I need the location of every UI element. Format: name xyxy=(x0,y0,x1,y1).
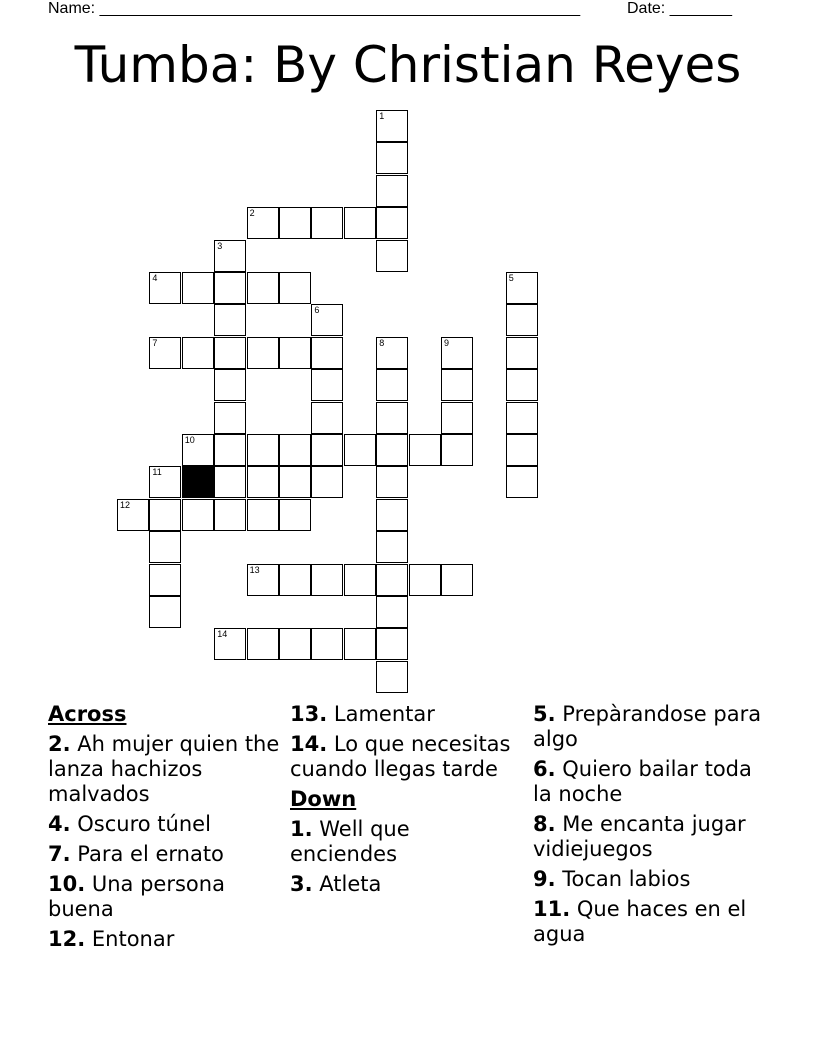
clue-number-label: 2 xyxy=(249,208,255,219)
grid-cell[interactable] xyxy=(506,272,538,304)
clue-number-label: 14 xyxy=(217,629,228,640)
clue-number: 12. xyxy=(48,927,86,951)
grid-cell[interactable] xyxy=(182,337,214,369)
grid-cell[interactable] xyxy=(149,337,181,369)
grid-cell[interactable] xyxy=(247,628,279,660)
grid-cell[interactable] xyxy=(344,628,376,660)
grid-cell[interactable] xyxy=(279,628,311,660)
grid-cell[interactable] xyxy=(506,402,538,434)
clue-text: Lo que necesitas cuando llegas tarde xyxy=(290,732,511,781)
clue-number-label: 3 xyxy=(217,240,223,251)
clue-number: 13. xyxy=(290,702,328,726)
grid-cell[interactable] xyxy=(376,564,408,596)
clue-item xyxy=(48,927,280,952)
grid-cell[interactable] xyxy=(149,564,181,596)
grid-cell[interactable] xyxy=(441,434,473,466)
grid-cell[interactable] xyxy=(279,499,311,531)
grid-cell[interactable] xyxy=(376,240,408,272)
grid-cell[interactable] xyxy=(214,628,246,660)
grid-cell[interactable] xyxy=(376,499,408,531)
grid-cell[interactable] xyxy=(409,434,441,466)
clue-number-label: 1 xyxy=(379,111,385,121)
clue-text: Atleta xyxy=(312,872,382,896)
grid-cell[interactable] xyxy=(409,564,441,596)
clue-number: 3. xyxy=(290,872,313,896)
grid-cell[interactable] xyxy=(376,466,408,498)
grid-cell[interactable] xyxy=(247,207,279,239)
date-blank-line[interactable]: _______ xyxy=(669,0,732,17)
clue-number-label: 11 xyxy=(152,467,162,478)
clue-number: 7. xyxy=(48,842,71,866)
clue-number: 8. xyxy=(533,812,556,836)
clue-number: 10. xyxy=(48,872,86,896)
clue-text: Oscuro túnel xyxy=(70,812,211,836)
grid-cell[interactable] xyxy=(376,207,408,239)
grid-cell[interactable] xyxy=(214,369,246,401)
clue-text: Para el ernato xyxy=(70,842,224,866)
clue-number-label: 9 xyxy=(444,337,450,348)
grid-cell[interactable] xyxy=(441,564,473,596)
grid-cell[interactable] xyxy=(214,466,246,498)
grid-cell[interactable] xyxy=(214,304,246,336)
grid-cell[interactable] xyxy=(279,272,311,304)
grid-cell[interactable] xyxy=(214,434,246,466)
grid-cell[interactable] xyxy=(506,434,538,466)
grid-cell[interactable] xyxy=(506,466,538,498)
grid-cell[interactable] xyxy=(247,272,279,304)
clue-number: 1. xyxy=(290,817,313,841)
clue-column-2 xyxy=(290,702,522,902)
grid-cell[interactable] xyxy=(311,337,343,369)
clue-heading-across: Across xyxy=(48,702,127,726)
clue-number-label: 8 xyxy=(379,337,385,348)
clue-heading-down: Down xyxy=(290,787,357,811)
clue-number-label: 12 xyxy=(120,499,131,510)
grid-block-cell xyxy=(182,466,214,498)
clue-number-label: 6 xyxy=(314,305,320,316)
date-label: Date: xyxy=(627,0,666,17)
grid-cell[interactable] xyxy=(214,240,246,272)
grid-cell[interactable] xyxy=(376,142,408,174)
grid-cell[interactable] xyxy=(376,661,408,693)
clue-number-label: 5 xyxy=(508,273,514,283)
clue-text: Entonar xyxy=(85,927,175,951)
grid-cell[interactable] xyxy=(149,531,181,563)
clue-text: Tocan labios xyxy=(555,867,691,891)
clue-number-label: 13 xyxy=(249,564,260,575)
grid-cell[interactable] xyxy=(344,207,376,239)
clue-text: Ah mujer quien the lanza hachizos malvados xyxy=(48,732,280,806)
clue-number: 11. xyxy=(533,897,571,921)
grid-cell[interactable] xyxy=(376,175,408,207)
grid-cell[interactable] xyxy=(247,434,279,466)
grid-cell[interactable] xyxy=(376,337,408,369)
clue-item xyxy=(290,872,522,897)
clue-number-label: 4 xyxy=(152,273,158,283)
clue-text: Prepàrandose para algo xyxy=(533,702,762,751)
grid-cell[interactable] xyxy=(441,337,473,369)
grid-cell[interactable] xyxy=(247,564,279,596)
clue-item xyxy=(48,812,280,837)
grid-cell[interactable] xyxy=(376,402,408,434)
clue-item xyxy=(48,732,280,807)
grid-cell[interactable] xyxy=(441,402,473,434)
grid-cell[interactable] xyxy=(376,531,408,563)
grid-cell[interactable] xyxy=(149,272,181,304)
clue-item xyxy=(290,702,522,727)
clue-item xyxy=(533,702,765,752)
grid-cell[interactable] xyxy=(247,337,279,369)
clue-number: 4. xyxy=(48,812,71,836)
grid-cell[interactable] xyxy=(182,272,214,304)
clue-column-1 xyxy=(48,702,280,957)
grid-cell[interactable] xyxy=(279,466,311,498)
grid-cell[interactable] xyxy=(506,369,538,401)
clue-number: 5. xyxy=(533,702,556,726)
clue-number: 6. xyxy=(533,757,556,781)
grid-cell[interactable] xyxy=(376,369,408,401)
grid-cell[interactable] xyxy=(182,499,214,531)
grid-cell[interactable] xyxy=(311,369,343,401)
grid-cell[interactable] xyxy=(214,337,246,369)
grid-cell[interactable] xyxy=(344,434,376,466)
clue-item xyxy=(533,757,765,807)
grid-cell[interactable] xyxy=(311,628,343,660)
grid-cell[interactable] xyxy=(279,434,311,466)
grid-cell[interactable] xyxy=(311,304,343,336)
grid-cell[interactable] xyxy=(117,499,149,531)
grid-cell[interactable] xyxy=(214,402,246,434)
grid-cell[interactable] xyxy=(344,564,376,596)
clue-number: 14. xyxy=(290,732,328,756)
grid-cell[interactable] xyxy=(311,434,343,466)
grid-cell[interactable] xyxy=(279,337,311,369)
grid-cell[interactable] xyxy=(506,304,538,336)
grid-cell[interactable] xyxy=(247,466,279,498)
name-blank-line[interactable]: ______________________________________________________ xyxy=(99,0,581,17)
grid-cell[interactable] xyxy=(214,272,246,304)
clue-number: 9. xyxy=(533,867,556,891)
grid-cell[interactable] xyxy=(149,499,181,531)
grid-cell[interactable] xyxy=(149,596,181,628)
clue-item xyxy=(533,867,765,892)
name-label: Name: xyxy=(48,0,96,17)
grid-cell[interactable] xyxy=(149,466,181,498)
clue-item xyxy=(533,812,765,862)
clue-item xyxy=(290,817,522,867)
clue-number-label: 7 xyxy=(152,337,158,348)
grid-cell[interactable] xyxy=(279,207,311,239)
grid-cell[interactable] xyxy=(376,596,408,628)
grid-cell[interactable] xyxy=(311,207,343,239)
clue-text: Que haces en el agua xyxy=(533,897,747,946)
clue-text: Me encanta jugar vidiejuegos xyxy=(533,812,746,861)
grid-cell[interactable] xyxy=(376,628,408,660)
clue-item xyxy=(290,732,522,782)
grid-cell[interactable] xyxy=(311,466,343,498)
clue-text: Una persona buena xyxy=(48,872,225,921)
clue-column-3 xyxy=(533,702,765,952)
grid-cell[interactable] xyxy=(376,110,408,142)
clue-item xyxy=(48,842,280,867)
grid-cell[interactable] xyxy=(376,434,408,466)
grid-cell[interactable] xyxy=(311,564,343,596)
grid-cell[interactable] xyxy=(506,337,538,369)
grid-cell[interactable] xyxy=(311,402,343,434)
grid-cell[interactable] xyxy=(247,499,279,531)
clue-text: Lamentar xyxy=(327,702,435,726)
clue-item xyxy=(48,872,280,922)
clue-number-label: 10 xyxy=(184,435,195,445)
grid-cell[interactable] xyxy=(214,499,246,531)
grid-cell[interactable] xyxy=(441,369,473,401)
puzzle-title: Tumba: By Christian Reyes xyxy=(74,36,742,94)
clue-text: Quiero bailar toda la noche xyxy=(533,757,752,806)
grid-cell[interactable] xyxy=(279,564,311,596)
clue-item xyxy=(533,897,765,947)
clue-number: 2. xyxy=(48,732,71,756)
grid-cell[interactable] xyxy=(182,434,214,466)
clue-text: Well que enciendes xyxy=(290,817,410,866)
